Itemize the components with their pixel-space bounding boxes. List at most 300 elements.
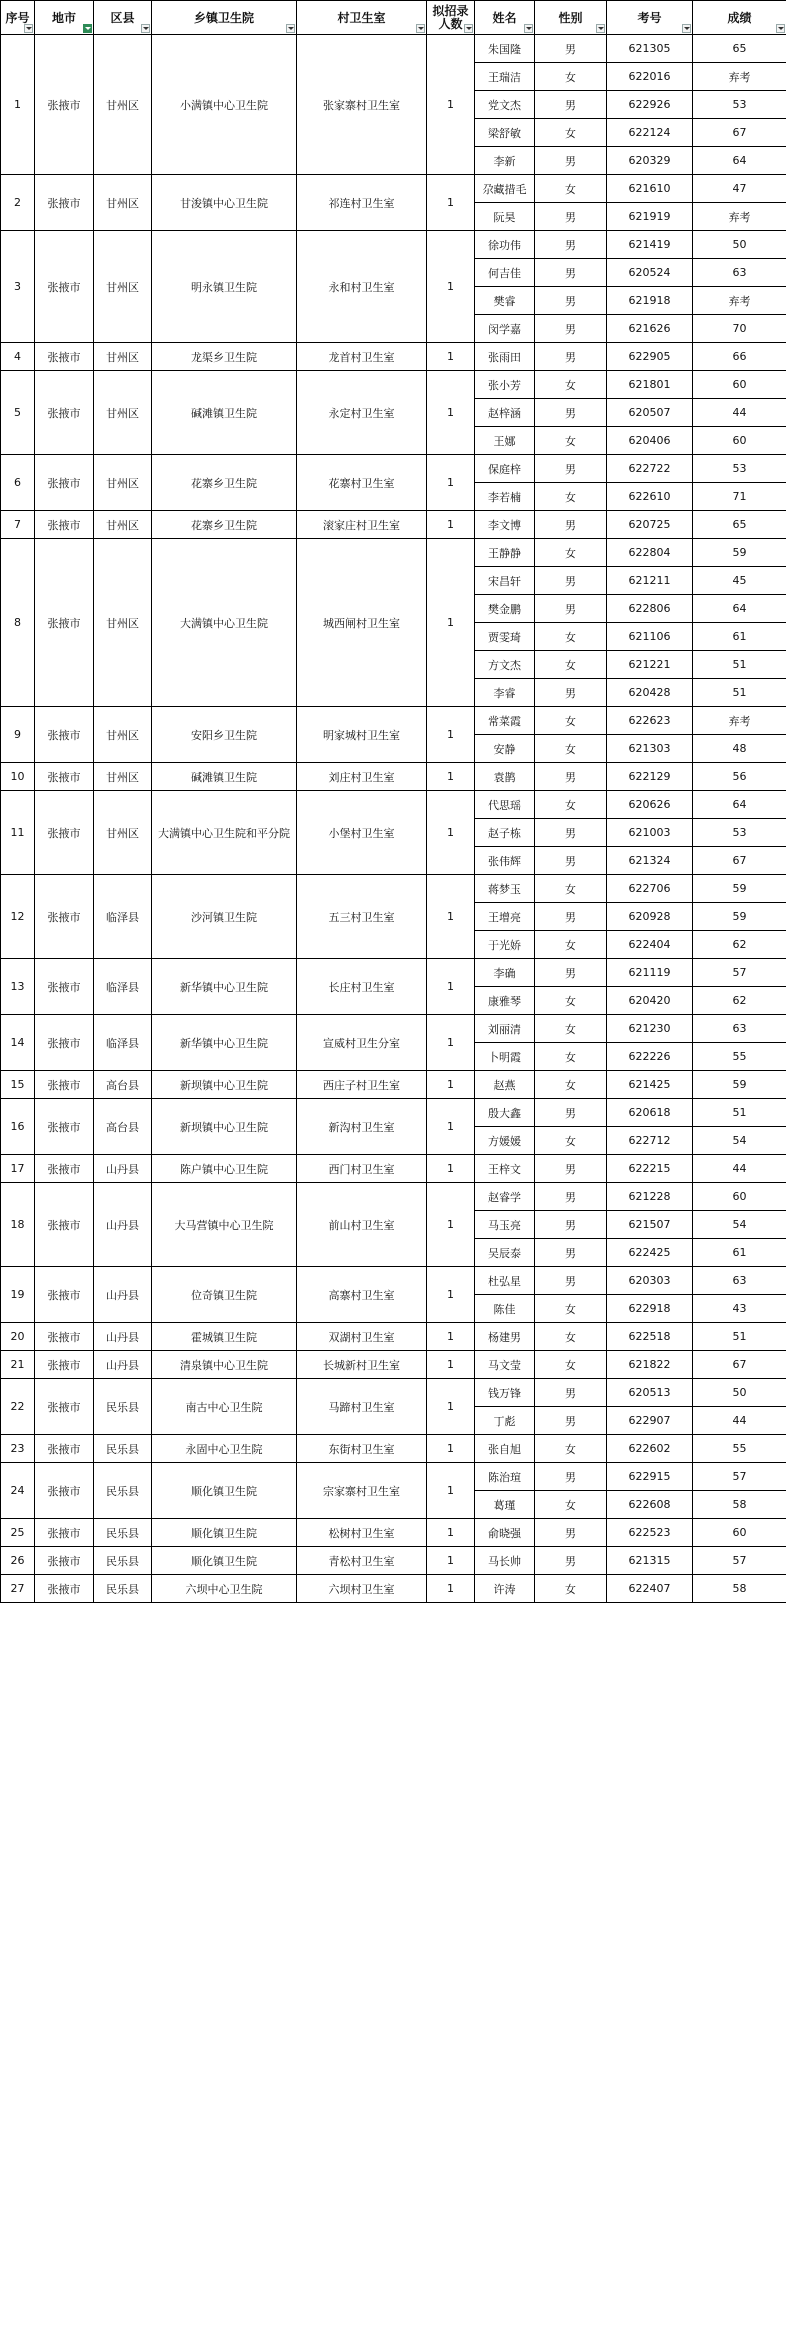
cell-exam-no[interactable]: 621324	[607, 847, 693, 875]
cell-county[interactable]: 甘州区	[94, 371, 152, 455]
cell-seq[interactable]: 12	[1, 875, 35, 959]
cell-score[interactable]: 56	[693, 763, 786, 791]
cell-quota[interactable]: 1	[427, 35, 475, 175]
cell-seq[interactable]: 6	[1, 455, 35, 511]
cell-gender[interactable]: 女	[535, 987, 607, 1015]
cell-quota[interactable]: 1	[427, 455, 475, 511]
cell-name[interactable]: 王增亮	[475, 903, 535, 931]
cell-clinic[interactable]: 青松村卫生室	[297, 1547, 427, 1575]
cell-city[interactable]: 张掖市	[35, 791, 94, 875]
cell-quota[interactable]: 1	[427, 875, 475, 959]
cell-gender[interactable]: 男	[535, 35, 607, 63]
cell-hospital[interactable]: 陈户镇中心卫生院	[152, 1155, 297, 1183]
cell-score[interactable]: 47	[693, 175, 786, 203]
cell-score[interactable]: 65	[693, 511, 786, 539]
cell-hospital[interactable]: 小满镇中心卫生院	[152, 35, 297, 175]
cell-seq[interactable]: 1	[1, 35, 35, 175]
cell-exam-no[interactable]: 621106	[607, 623, 693, 651]
cell-county[interactable]: 甘州区	[94, 763, 152, 791]
cell-name[interactable]: 陈治瑄	[475, 1463, 535, 1491]
cell-exam-no[interactable]: 622907	[607, 1407, 693, 1435]
cell-name[interactable]: 党文杰	[475, 91, 535, 119]
cell-score[interactable]: 弃考	[693, 707, 786, 735]
cell-exam-no[interactable]: 621918	[607, 287, 693, 315]
cell-exam-no[interactable]: 622518	[607, 1323, 693, 1351]
cell-seq[interactable]: 2	[1, 175, 35, 231]
cell-score[interactable]: 44	[693, 1407, 786, 1435]
cell-city[interactable]: 张掖市	[35, 1323, 94, 1351]
filter-dropdown-icon[interactable]	[524, 24, 533, 33]
cell-seq[interactable]: 22	[1, 1379, 35, 1435]
cell-seq[interactable]: 19	[1, 1267, 35, 1323]
cell-gender[interactable]: 男	[535, 1547, 607, 1575]
cell-clinic[interactable]: 前山村卫生室	[297, 1183, 427, 1267]
cell-name[interactable]: 马长帅	[475, 1547, 535, 1575]
cell-exam-no[interactable]: 621425	[607, 1071, 693, 1099]
cell-quota[interactable]: 1	[427, 511, 475, 539]
cell-city[interactable]: 张掖市	[35, 371, 94, 455]
cell-county[interactable]: 民乐县	[94, 1379, 152, 1435]
cell-name[interactable]: 王娜	[475, 427, 535, 455]
cell-clinic[interactable]: 长城新村卫生室	[297, 1351, 427, 1379]
cell-county[interactable]: 甘州区	[94, 539, 152, 707]
cell-hospital[interactable]: 大满镇中心卫生院	[152, 539, 297, 707]
cell-name[interactable]: 许涛	[475, 1575, 535, 1603]
cell-exam-no[interactable]: 621822	[607, 1351, 693, 1379]
cell-seq[interactable]: 10	[1, 763, 35, 791]
cell-seq[interactable]: 20	[1, 1323, 35, 1351]
cell-score[interactable]: 61	[693, 1239, 786, 1267]
cell-score[interactable]: 53	[693, 819, 786, 847]
cell-quota[interactable]: 1	[427, 1099, 475, 1155]
cell-hospital[interactable]: 顺化镇卫生院	[152, 1519, 297, 1547]
cell-exam-no[interactable]: 622623	[607, 707, 693, 735]
cell-county[interactable]: 甘州区	[94, 35, 152, 175]
cell-city[interactable]: 张掖市	[35, 1015, 94, 1071]
cell-exam-no[interactable]: 620524	[607, 259, 693, 287]
cell-score[interactable]: 59	[693, 539, 786, 567]
cell-score[interactable]: 64	[693, 147, 786, 175]
cell-name[interactable]: 刘丽清	[475, 1015, 535, 1043]
cell-exam-no[interactable]: 621230	[607, 1015, 693, 1043]
cell-hospital[interactable]: 永固中心卫生院	[152, 1435, 297, 1463]
cell-score[interactable]: 54	[693, 1127, 786, 1155]
cell-clinic[interactable]: 东街村卫生室	[297, 1435, 427, 1463]
cell-exam-no[interactable]: 622806	[607, 595, 693, 623]
cell-name[interactable]: 赵睿学	[475, 1183, 535, 1211]
cell-score[interactable]: 70	[693, 315, 786, 343]
cell-name[interactable]: 李睿	[475, 679, 535, 707]
cell-name[interactable]: 钱万锋	[475, 1379, 535, 1407]
cell-exam-no[interactable]: 621303	[607, 735, 693, 763]
cell-city[interactable]: 张掖市	[35, 175, 94, 231]
cell-clinic[interactable]: 祁连村卫生室	[297, 175, 427, 231]
cell-gender[interactable]: 男	[535, 1155, 607, 1183]
cell-exam-no[interactable]: 621610	[607, 175, 693, 203]
cell-name[interactable]: 马玉亮	[475, 1211, 535, 1239]
filter-active-icon[interactable]	[83, 24, 92, 33]
cell-clinic[interactable]: 双湖村卫生室	[297, 1323, 427, 1351]
cell-name[interactable]: 李新	[475, 147, 535, 175]
cell-city[interactable]: 张掖市	[35, 1519, 94, 1547]
cell-city[interactable]: 张掖市	[35, 959, 94, 1015]
cell-gender[interactable]: 男	[535, 1267, 607, 1295]
cell-seq[interactable]: 24	[1, 1463, 35, 1519]
cell-score[interactable]: 59	[693, 1071, 786, 1099]
cell-name[interactable]: 方文杰	[475, 651, 535, 679]
cell-exam-no[interactable]: 620329	[607, 147, 693, 175]
cell-hospital[interactable]: 新华镇中心卫生院	[152, 1015, 297, 1071]
cell-county[interactable]: 山丹县	[94, 1323, 152, 1351]
cell-name[interactable]: 卜明霞	[475, 1043, 535, 1071]
cell-score[interactable]: 51	[693, 1099, 786, 1127]
cell-seq[interactable]: 13	[1, 959, 35, 1015]
cell-score[interactable]: 53	[693, 91, 786, 119]
cell-exam-no[interactable]: 621221	[607, 651, 693, 679]
cell-city[interactable]: 张掖市	[35, 231, 94, 343]
cell-exam-no[interactable]: 622608	[607, 1491, 693, 1519]
cell-clinic[interactable]: 刘庄村卫生室	[297, 763, 427, 791]
cell-score[interactable]: 67	[693, 1351, 786, 1379]
cell-name[interactable]: 殷大鑫	[475, 1099, 535, 1127]
cell-gender[interactable]: 男	[535, 903, 607, 931]
cell-clinic[interactable]: 六坝村卫生室	[297, 1575, 427, 1603]
cell-exam-no[interactable]: 620507	[607, 399, 693, 427]
cell-hospital[interactable]: 花寨乡卫生院	[152, 455, 297, 511]
cell-hospital[interactable]: 六坝中心卫生院	[152, 1575, 297, 1603]
cell-exam-no[interactable]: 620303	[607, 1267, 693, 1295]
cell-score[interactable]: 48	[693, 735, 786, 763]
cell-county[interactable]: 民乐县	[94, 1463, 152, 1519]
cell-name[interactable]: 吴辰泰	[475, 1239, 535, 1267]
cell-quota[interactable]: 1	[427, 1323, 475, 1351]
cell-quota[interactable]: 1	[427, 1015, 475, 1071]
cell-gender[interactable]: 女	[535, 931, 607, 959]
cell-city[interactable]: 张掖市	[35, 511, 94, 539]
cell-gender[interactable]: 女	[535, 63, 607, 91]
cell-exam-no[interactable]: 621003	[607, 819, 693, 847]
cell-gender[interactable]: 女	[535, 875, 607, 903]
cell-seq[interactable]: 14	[1, 1015, 35, 1071]
cell-name[interactable]: 何吉佳	[475, 259, 535, 287]
filter-dropdown-icon[interactable]	[286, 24, 295, 33]
cell-clinic[interactable]: 滚家庄村卫生室	[297, 511, 427, 539]
filter-dropdown-icon[interactable]	[596, 24, 605, 33]
cell-score[interactable]: 71	[693, 483, 786, 511]
cell-city[interactable]: 张掖市	[35, 1547, 94, 1575]
cell-quota[interactable]: 1	[427, 1183, 475, 1267]
cell-clinic[interactable]: 宗家寨村卫生室	[297, 1463, 427, 1519]
cell-name[interactable]: 王静静	[475, 539, 535, 567]
cell-name[interactable]: 李若楠	[475, 483, 535, 511]
cell-name[interactable]: 王瑞洁	[475, 63, 535, 91]
cell-gender[interactable]: 女	[535, 735, 607, 763]
cell-county[interactable]: 临泽县	[94, 1015, 152, 1071]
cell-score[interactable]: 弃考	[693, 203, 786, 231]
cell-gender[interactable]: 女	[535, 483, 607, 511]
cell-city[interactable]: 张掖市	[35, 1351, 94, 1379]
cell-clinic[interactable]: 龙首村卫生室	[297, 343, 427, 371]
cell-exam-no[interactable]: 622918	[607, 1295, 693, 1323]
cell-score[interactable]: 63	[693, 1015, 786, 1043]
cell-exam-no[interactable]: 620928	[607, 903, 693, 931]
cell-exam-no[interactable]: 622404	[607, 931, 693, 959]
cell-city[interactable]: 张掖市	[35, 455, 94, 511]
cell-exam-no[interactable]: 620626	[607, 791, 693, 819]
cell-exam-no[interactable]: 622905	[607, 343, 693, 371]
cell-exam-no[interactable]: 621419	[607, 231, 693, 259]
cell-gender[interactable]: 男	[535, 231, 607, 259]
cell-county[interactable]: 甘州区	[94, 175, 152, 231]
cell-clinic[interactable]: 松树村卫生室	[297, 1519, 427, 1547]
cell-seq[interactable]: 16	[1, 1099, 35, 1155]
cell-city[interactable]: 张掖市	[35, 1071, 94, 1099]
cell-name[interactable]: 杨建男	[475, 1323, 535, 1351]
cell-county[interactable]: 甘州区	[94, 455, 152, 511]
cell-score[interactable]: 57	[693, 959, 786, 987]
cell-score[interactable]: 67	[693, 119, 786, 147]
cell-city[interactable]: 张掖市	[35, 1463, 94, 1519]
cell-quota[interactable]: 1	[427, 1463, 475, 1519]
cell-hospital[interactable]: 大满镇中心卫生院和平分院	[152, 791, 297, 875]
cell-gender[interactable]: 男	[535, 959, 607, 987]
filter-dropdown-icon[interactable]	[464, 24, 473, 33]
cell-quota[interactable]: 1	[427, 1575, 475, 1603]
cell-seq[interactable]: 17	[1, 1155, 35, 1183]
cell-hospital[interactable]: 霍城镇卫生院	[152, 1323, 297, 1351]
cell-name[interactable]: 张小芳	[475, 371, 535, 399]
cell-score[interactable]: 61	[693, 623, 786, 651]
cell-name[interactable]: 于光娇	[475, 931, 535, 959]
cell-city[interactable]: 张掖市	[35, 1155, 94, 1183]
cell-score[interactable]: 60	[693, 427, 786, 455]
cell-exam-no[interactable]: 622407	[607, 1575, 693, 1603]
cell-score[interactable]: 60	[693, 1519, 786, 1547]
cell-exam-no[interactable]: 621211	[607, 567, 693, 595]
cell-seq[interactable]: 5	[1, 371, 35, 455]
cell-quota[interactable]: 1	[427, 371, 475, 455]
cell-seq[interactable]: 4	[1, 343, 35, 371]
cell-county[interactable]: 临泽县	[94, 875, 152, 959]
cell-score[interactable]: 44	[693, 399, 786, 427]
cell-name[interactable]: 阮昊	[475, 203, 535, 231]
cell-gender[interactable]: 女	[535, 1071, 607, 1099]
cell-seq[interactable]: 23	[1, 1435, 35, 1463]
cell-exam-no[interactable]: 622425	[607, 1239, 693, 1267]
cell-name[interactable]: 保庭梓	[475, 455, 535, 483]
cell-gender[interactable]: 男	[535, 511, 607, 539]
cell-gender[interactable]: 男	[535, 1407, 607, 1435]
cell-city[interactable]: 张掖市	[35, 875, 94, 959]
cell-exam-no[interactable]: 622226	[607, 1043, 693, 1071]
cell-name[interactable]: 赵燕	[475, 1071, 535, 1099]
cell-name[interactable]: 杜弘星	[475, 1267, 535, 1295]
cell-seq[interactable]: 8	[1, 539, 35, 707]
cell-clinic[interactable]: 马蹄村卫生室	[297, 1379, 427, 1435]
cell-exam-no[interactable]: 621305	[607, 35, 693, 63]
cell-score[interactable]: 55	[693, 1043, 786, 1071]
cell-name[interactable]: 康雅琴	[475, 987, 535, 1015]
cell-score[interactable]: 63	[693, 1267, 786, 1295]
cell-name[interactable]: 代思瑶	[475, 791, 535, 819]
cell-county[interactable]: 高台县	[94, 1099, 152, 1155]
cell-city[interactable]: 张掖市	[35, 1379, 94, 1435]
cell-clinic[interactable]: 明家城村卫生室	[297, 707, 427, 763]
cell-exam-no[interactable]: 622602	[607, 1435, 693, 1463]
cell-name[interactable]: 张雨田	[475, 343, 535, 371]
cell-score[interactable]: 51	[693, 1323, 786, 1351]
cell-hospital[interactable]: 顺化镇卫生院	[152, 1463, 297, 1519]
cell-score[interactable]: 53	[693, 455, 786, 483]
cell-quota[interactable]: 1	[427, 1267, 475, 1323]
cell-gender[interactable]: 女	[535, 1435, 607, 1463]
cell-seq[interactable]: 26	[1, 1547, 35, 1575]
cell-gender[interactable]: 男	[535, 595, 607, 623]
cell-clinic[interactable]: 永和村卫生室	[297, 231, 427, 343]
cell-score[interactable]: 58	[693, 1491, 786, 1519]
cell-hospital[interactable]: 清泉镇中心卫生院	[152, 1351, 297, 1379]
cell-gender[interactable]: 女	[535, 119, 607, 147]
cell-city[interactable]: 张掖市	[35, 35, 94, 175]
cell-gender[interactable]: 女	[535, 651, 607, 679]
cell-exam-no[interactable]: 621507	[607, 1211, 693, 1239]
cell-exam-no[interactable]: 622129	[607, 763, 693, 791]
cell-score[interactable]: 55	[693, 1435, 786, 1463]
filter-dropdown-icon[interactable]	[24, 24, 33, 33]
filter-dropdown-icon[interactable]	[141, 24, 150, 33]
cell-name[interactable]: 闵学嘉	[475, 315, 535, 343]
cell-clinic[interactable]: 城西闸村卫生室	[297, 539, 427, 707]
cell-quota[interactable]: 1	[427, 1547, 475, 1575]
cell-gender[interactable]: 男	[535, 1211, 607, 1239]
cell-name[interactable]: 张自旭	[475, 1435, 535, 1463]
cell-score[interactable]: 64	[693, 595, 786, 623]
cell-gender[interactable]: 男	[535, 455, 607, 483]
cell-hospital[interactable]: 沙河镇卫生院	[152, 875, 297, 959]
cell-gender[interactable]: 女	[535, 371, 607, 399]
cell-gender[interactable]: 男	[535, 91, 607, 119]
cell-exam-no[interactable]: 620420	[607, 987, 693, 1015]
cell-score[interactable]: 58	[693, 1575, 786, 1603]
cell-seq[interactable]: 7	[1, 511, 35, 539]
cell-quota[interactable]: 1	[427, 1071, 475, 1099]
cell-county[interactable]: 甘州区	[94, 343, 152, 371]
cell-name[interactable]: 李确	[475, 959, 535, 987]
filter-dropdown-icon[interactable]	[416, 24, 425, 33]
cell-name[interactable]: 袁鹊	[475, 763, 535, 791]
cell-quota[interactable]: 1	[427, 175, 475, 231]
cell-quota[interactable]: 1	[427, 791, 475, 875]
filter-dropdown-icon[interactable]	[682, 24, 691, 33]
cell-gender[interactable]: 男	[535, 315, 607, 343]
cell-seq[interactable]: 27	[1, 1575, 35, 1603]
cell-score[interactable]: 57	[693, 1547, 786, 1575]
cell-gender[interactable]: 男	[535, 1183, 607, 1211]
cell-clinic[interactable]: 永定村卫生室	[297, 371, 427, 455]
cell-name[interactable]: 丁彪	[475, 1407, 535, 1435]
cell-hospital[interactable]: 碱滩镇卫生院	[152, 371, 297, 455]
cell-score[interactable]: 51	[693, 679, 786, 707]
cell-exam-no[interactable]: 622804	[607, 539, 693, 567]
cell-hospital[interactable]: 花寨乡卫生院	[152, 511, 297, 539]
cell-exam-no[interactable]: 621919	[607, 203, 693, 231]
cell-score[interactable]: 67	[693, 847, 786, 875]
cell-city[interactable]: 张掖市	[35, 707, 94, 763]
cell-hospital[interactable]: 新华镇中心卫生院	[152, 959, 297, 1015]
cell-gender[interactable]: 男	[535, 203, 607, 231]
cell-exam-no[interactable]: 621228	[607, 1183, 693, 1211]
cell-gender[interactable]: 男	[535, 259, 607, 287]
cell-score[interactable]: 弃考	[693, 63, 786, 91]
cell-seq[interactable]: 21	[1, 1351, 35, 1379]
cell-name[interactable]: 李文博	[475, 511, 535, 539]
cell-gender[interactable]: 男	[535, 819, 607, 847]
cell-hospital[interactable]: 新坝镇中心卫生院	[152, 1071, 297, 1099]
cell-hospital[interactable]: 新坝镇中心卫生院	[152, 1099, 297, 1155]
cell-county[interactable]: 民乐县	[94, 1575, 152, 1603]
cell-gender[interactable]: 女	[535, 427, 607, 455]
cell-seq[interactable]: 3	[1, 231, 35, 343]
cell-seq[interactable]: 25	[1, 1519, 35, 1547]
cell-gender[interactable]: 女	[535, 539, 607, 567]
cell-seq[interactable]: 9	[1, 707, 35, 763]
cell-gender[interactable]: 男	[535, 1463, 607, 1491]
cell-quota[interactable]: 1	[427, 763, 475, 791]
cell-gender[interactable]: 女	[535, 791, 607, 819]
cell-city[interactable]: 张掖市	[35, 539, 94, 707]
cell-gender[interactable]: 男	[535, 1239, 607, 1267]
cell-gender[interactable]: 女	[535, 1127, 607, 1155]
cell-gender[interactable]: 男	[535, 343, 607, 371]
cell-name[interactable]: 樊金鹏	[475, 595, 535, 623]
cell-exam-no[interactable]: 620725	[607, 511, 693, 539]
cell-name[interactable]: 徐功伟	[475, 231, 535, 259]
cell-county[interactable]: 甘州区	[94, 231, 152, 343]
filter-dropdown-icon[interactable]	[776, 24, 785, 33]
cell-hospital[interactable]: 南古中心卫生院	[152, 1379, 297, 1435]
cell-hospital[interactable]: 明永镇卫生院	[152, 231, 297, 343]
cell-quota[interactable]: 1	[427, 707, 475, 763]
cell-score[interactable]: 63	[693, 259, 786, 287]
cell-county[interactable]: 民乐县	[94, 1547, 152, 1575]
cell-score[interactable]: 54	[693, 1211, 786, 1239]
cell-county[interactable]: 山丹县	[94, 1155, 152, 1183]
cell-clinic[interactable]: 西庄子村卫生室	[297, 1071, 427, 1099]
cell-county[interactable]: 民乐县	[94, 1435, 152, 1463]
cell-score[interactable]: 60	[693, 1183, 786, 1211]
cell-name[interactable]: 葛瑾	[475, 1491, 535, 1519]
cell-city[interactable]: 张掖市	[35, 1267, 94, 1323]
cell-quota[interactable]: 1	[427, 1155, 475, 1183]
cell-gender[interactable]: 女	[535, 1351, 607, 1379]
cell-exam-no[interactable]: 620428	[607, 679, 693, 707]
cell-seq[interactable]: 15	[1, 1071, 35, 1099]
cell-gender[interactable]: 男	[535, 1099, 607, 1127]
cell-county[interactable]: 民乐县	[94, 1519, 152, 1547]
cell-exam-no[interactable]: 622016	[607, 63, 693, 91]
cell-name[interactable]: 陈佳	[475, 1295, 535, 1323]
cell-exam-no[interactable]: 622915	[607, 1463, 693, 1491]
cell-hospital[interactable]: 位奇镇卫生院	[152, 1267, 297, 1323]
cell-clinic[interactable]: 西门村卫生室	[297, 1155, 427, 1183]
cell-name[interactable]: 安静	[475, 735, 535, 763]
cell-score[interactable]: 59	[693, 875, 786, 903]
cell-hospital[interactable]: 大马营镇中心卫生院	[152, 1183, 297, 1267]
cell-name[interactable]: 尕藏措毛	[475, 175, 535, 203]
cell-gender[interactable]: 女	[535, 1015, 607, 1043]
cell-county[interactable]: 山丹县	[94, 1267, 152, 1323]
cell-gender[interactable]: 女	[535, 175, 607, 203]
